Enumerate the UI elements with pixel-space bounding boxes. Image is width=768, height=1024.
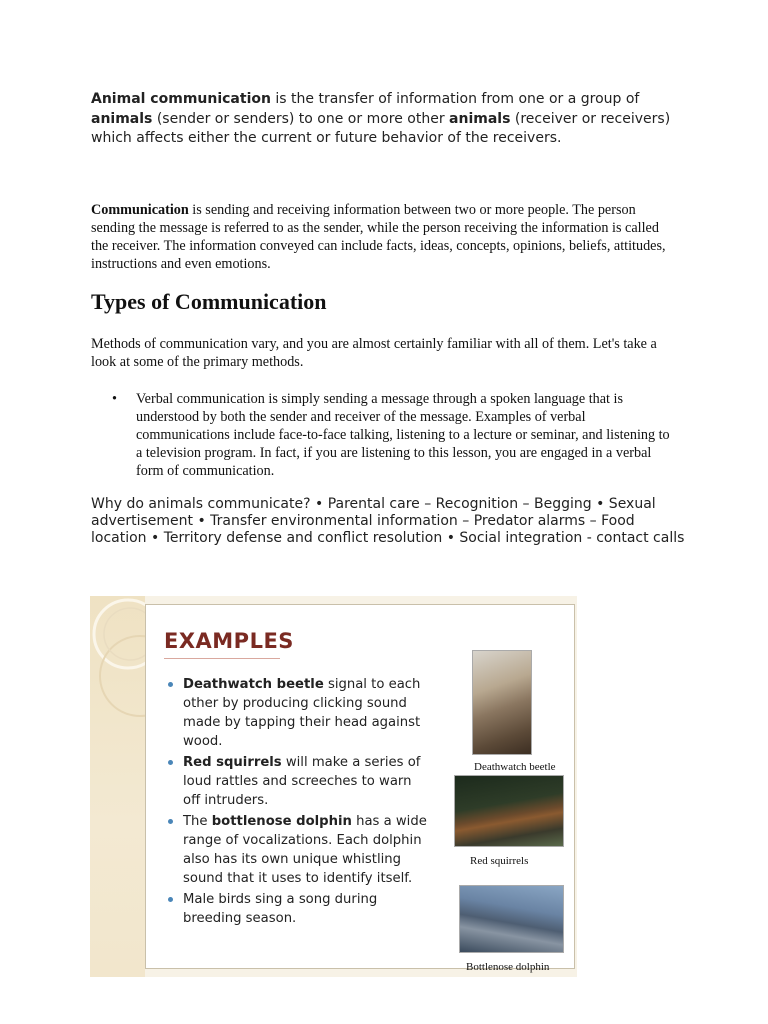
slide-examples-list (168, 675, 428, 930)
red-squirrel-photo (454, 775, 564, 847)
decorative-circles-icon (90, 596, 145, 977)
list-item (168, 753, 428, 810)
methods-bullet-list (110, 390, 670, 480)
bullet-icon (168, 819, 173, 824)
intro-text: is the transfer of information from one or a group of (270, 91, 640, 107)
bottlenose-dolphin-photo (459, 885, 564, 953)
term-animals: animals (449, 110, 511, 127)
example-text: Male birds sing a song during breeding season. (183, 892, 378, 926)
photo-caption: Deathwatch beetle (474, 761, 556, 773)
communication-text: is sending and receiving information between two or more people. The person sending the message is referred to as the sender, while the person receiving the information is called the receiver. The information conveyed can include facts, ideas, concepts, opinions, beliefs, attitudes, instructions and even emotions. (91, 202, 666, 272)
bullet-text: Verbal communication is simply sending a message through a spoken language that is understood by both the sender and receiver of the message. Examples of verbal communications include face-to-face talking, listening to a lecture or seminar, and listening to a television program. In fact, if you are listening to this lesson, you are engaged in a verbal form of communication. (136, 391, 670, 479)
term-communication: Communication (91, 202, 189, 218)
methods-paragraph: Methods of communication vary, and you are almost certainly familiar with all of them. Let's take a look at some of the primary methods. (91, 336, 657, 370)
slide-decorative-strip (90, 596, 145, 977)
examples-slide-image (90, 596, 577, 977)
bullet-icon: • (112, 391, 117, 407)
photo-caption: Red squirrels (470, 855, 529, 867)
list-item (168, 812, 428, 888)
list-item (168, 675, 428, 751)
intro-text: (sender or senders) to one or more other (152, 110, 450, 127)
list-item (168, 890, 428, 928)
bullet-icon (168, 897, 173, 902)
example-text: has a wide range of vocalizations. Each dolphin also has its own unique whistling sound that it uses to identify itself. (183, 814, 427, 886)
slide-content-panel (145, 604, 575, 973)
slide-title: EXAMPLES (164, 629, 294, 653)
section-heading: Types of Communication (91, 289, 327, 314)
example-bold: Deathwatch beetle (183, 677, 324, 692)
communication-definition-paragraph (91, 201, 676, 273)
example-text: signal to each other by producing clicking sound made by tapping their head against wood. (183, 677, 421, 749)
animal-communication-paragraph (91, 90, 691, 149)
slide-title-underline (164, 658, 280, 659)
example-bold: Red squirrels (183, 755, 282, 770)
intro-text: (receiver or receivers) which affects either the current or future behavior of the receivers. (91, 110, 671, 146)
example-bold: bottlenose dolphin (211, 814, 352, 829)
example-text: The (183, 814, 212, 829)
term-animal-communication: Animal communication (91, 91, 271, 107)
why-communicate-paragraph: Why do animals communicate? • Parental care – Recognition – Begging • Sexual advertisement • Transfer environmental information – Predator alarms – Food location • Territory defense and conflict resolution • Social integration - contact calls (91, 496, 685, 546)
bullet-icon (168, 760, 173, 765)
list-item (110, 390, 670, 480)
bullet-icon (168, 682, 173, 687)
photo-caption: Bottlenose dolphin (466, 961, 550, 973)
term-animals: animals (91, 110, 153, 127)
deathwatch-beetle-photo (472, 650, 532, 755)
example-text: will make a series of loud rattles and screeches to warn off intruders. (183, 755, 421, 808)
